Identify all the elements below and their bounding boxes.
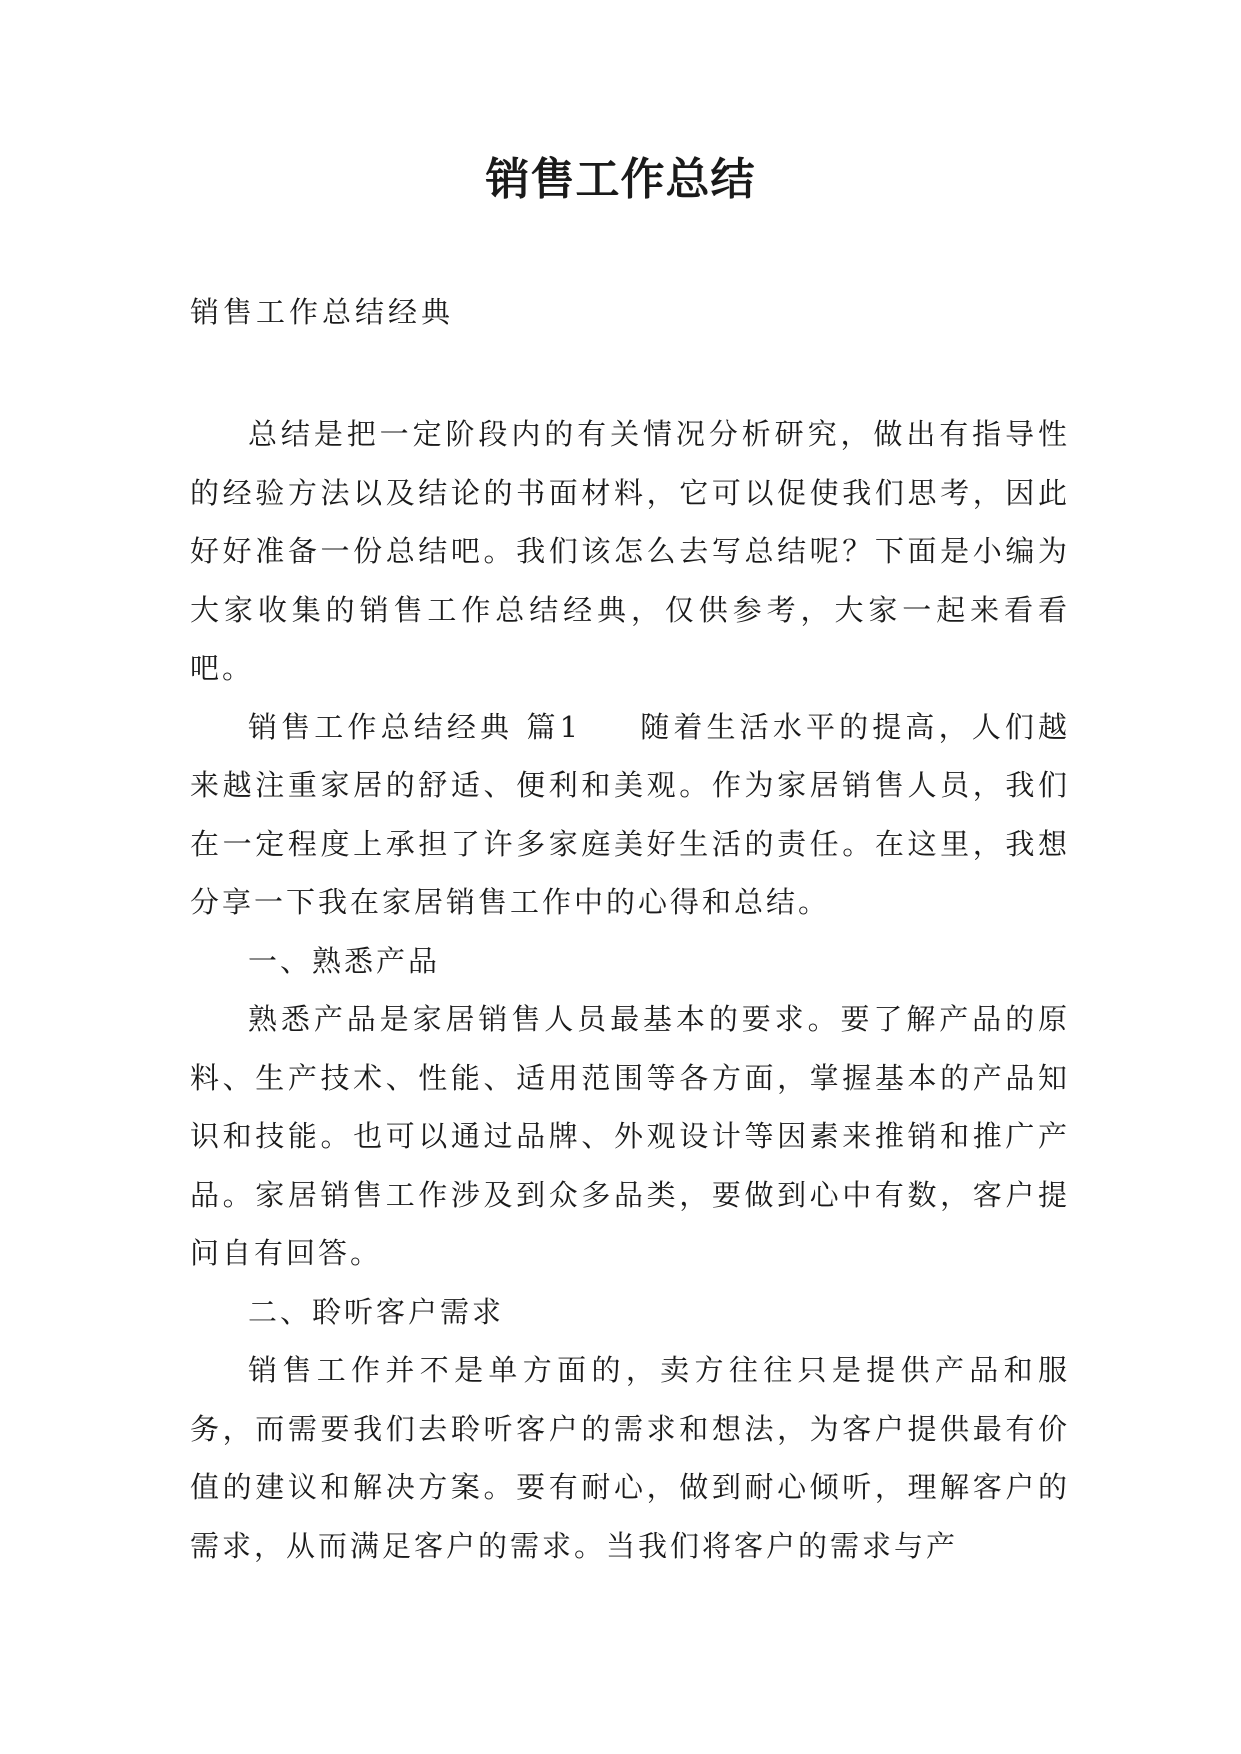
chapter-label: 销售工作总结经典 篇1 <box>248 709 582 744</box>
intro-paragraph: 总结是把一定阶段内的有关情况分析研究，做出有指导性的经验方法以及结论的书面材料，它可以促使我们思考，因此好好准备一份总结吧。我们该怎么去写总结呢？下面是小编为大家收集的销售工作总结经典，仅供参考，大家一起来看看吧。 <box>190 417 1070 685</box>
chapter-paragraph <box>190 698 1070 932</box>
section-heading-1: 一、熟悉产品 <box>248 943 441 978</box>
chapter-text: 随着生活水平的提高，人们越来越注重家居的舒适、便利和美观。作为家居销售人员，我们在一定程度上承担了许多家庭美好生活的责任。在这里，我想分享一下我在家居销售工作中的心得和总结。 <box>190 709 1070 919</box>
document-subtitle: 销售工作总结经典 <box>190 295 455 329</box>
section-heading-2: 二、聆听客户需求 <box>248 1294 505 1329</box>
section-paragraph-2: 销售工作并不是单方面的，卖方往往只是提供产品和服务，而需要我们去聆听客户的需求和想法，为客户提供最有价值的建议和解决方案。要有耐心，做到耐心倾听，理解客户的需求，从而满足客户的需求。当我们将客户的需求与产 <box>190 1353 1070 1563</box>
page-title: 销售工作总结 <box>485 154 756 205</box>
section-paragraph-1: 熟悉产品是家居销售人员最基本的要求。要了解产品的原料、生产技术、性能、适用范围等各方面，掌握基本的产品知识和技能。也可以通过品牌、外观设计等因素来推销和推广产品。家居销售工作涉及到众多品类，要做到心中有数，客户提问自有回答。 <box>190 1002 1070 1270</box>
document-body <box>190 405 1070 1575</box>
